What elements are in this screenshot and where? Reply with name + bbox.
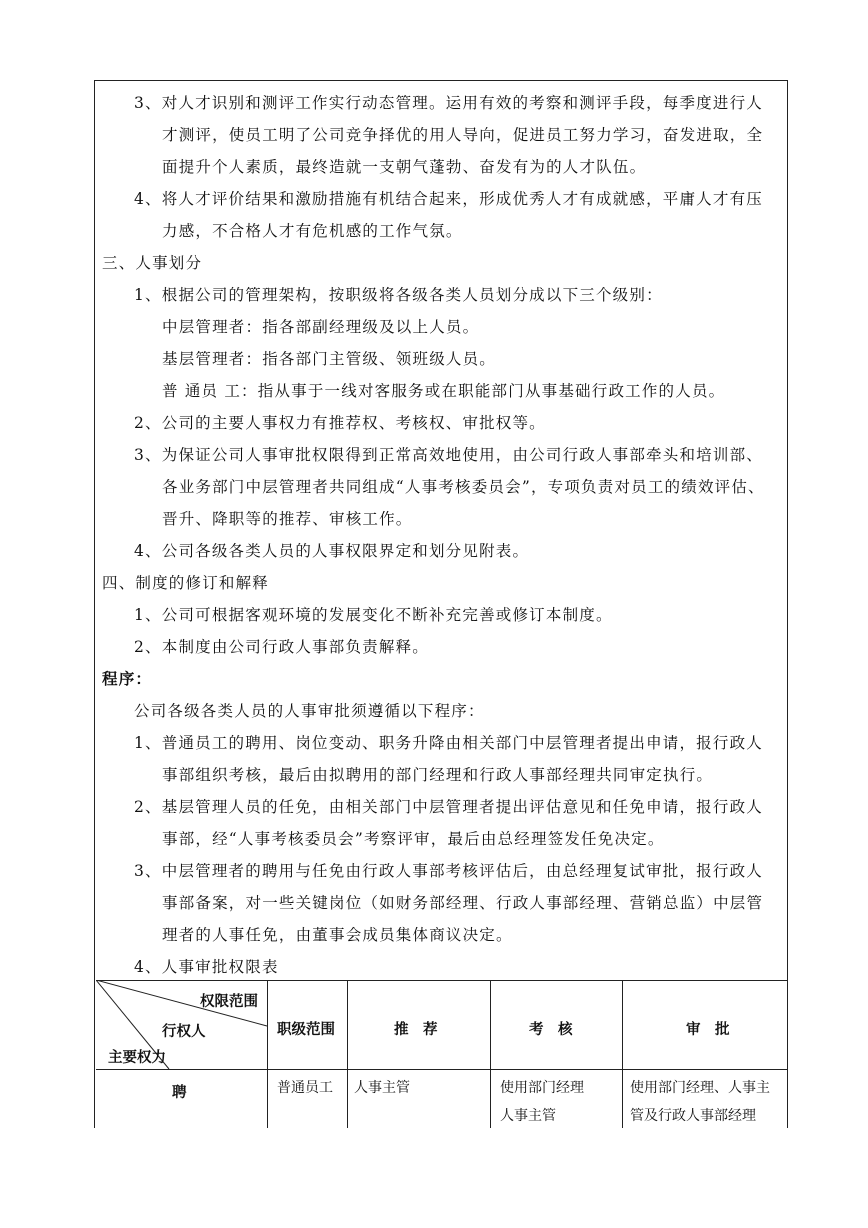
- row-assess-2: 人事主管: [500, 1108, 556, 1124]
- paragraph-4-line-2: 力感，不合格人才有危机感的工作气氛。: [162, 222, 463, 240]
- section-4-item-1: 1、公司可根据客观环境的发展变化不断补充完善或修订本制度。: [134, 606, 613, 624]
- section-3-item-1: 1、根据公司的管理架构，按职级将各级各类人员划分成以下三个级别：: [134, 286, 663, 304]
- section-3-item-3-line-1: 3、为保证公司人事审批权限得到正常高效地使用，由公司行政人事部牵头和培训部、: [134, 446, 763, 464]
- section-4-item-2: 2、本制度由公司行政人事部负责解释。: [134, 638, 429, 656]
- section-3-item-3-line-2: 各业务部门中层管理者共同组成“人事考核委员会”，专项负责对员工的绩效评估、: [162, 478, 765, 496]
- row-approve-2: 管及行政人事部经理: [630, 1108, 756, 1124]
- diag-label-scope: 权限范围: [200, 994, 258, 1010]
- section-4-heading: 四、制度的修订和解释: [102, 574, 270, 592]
- header-approve: 审 批: [686, 1022, 730, 1038]
- row-level: 普通员工: [277, 1080, 333, 1096]
- table-col-divider: [347, 980, 348, 1128]
- row-assess-1: 使用部门经理: [500, 1080, 584, 1096]
- procedure-intro: 公司各级各类人员的人事审批须遵循以下程序：: [134, 702, 485, 720]
- procedure-3-line-3: 理者的人事任免，由董事会成员集体商议决定。: [162, 926, 513, 944]
- section-3-item-2: 2、公司的主要人事权力有推荐权、考核权、审批权等。: [134, 414, 546, 432]
- section-3-heading: 三、人事划分: [102, 254, 203, 272]
- table-col-divider: [490, 980, 491, 1128]
- paragraph-3-line-3: 面提升个人素质，最终造就一支朝气蓬勃、奋发有为的人才队伍。: [162, 158, 647, 176]
- header-assess: 考 核: [529, 1022, 573, 1038]
- section-3-item-1b: 基层管理者：指各部门主管级、领班级人员。: [162, 350, 497, 368]
- paragraph-3-line-2: 才测评，使员工明了公司竞争择优的用人导向，促进员工努力学习，奋发进取，全: [162, 126, 764, 144]
- row-recommend: 人事主管: [354, 1080, 410, 1096]
- row-power: 聘: [172, 1085, 187, 1101]
- procedure-4: 4、人事审批权限表: [134, 958, 279, 976]
- approval-table: [96, 980, 788, 1128]
- section-3-item-1c: 普 通员 工：指从事于一线对客服务或在职能部门从事基础行政工作的人员。: [162, 382, 726, 400]
- section-3-item-3-line-3: 晋升、降职等的推荐、审核工作。: [162, 510, 413, 528]
- diag-label-holder: 行权人: [162, 1024, 206, 1040]
- header-level: 职级范围: [277, 1022, 335, 1038]
- section-3-item-1a: 中层管理者：指各部副经理级及以上人员。: [162, 318, 480, 336]
- paragraph-3-line-1: 3、对人才识别和测评工作实行动态管理。运用有效的考察和测评手段，每季度进行人: [134, 94, 763, 112]
- procedure-2-line-1: 2、基层管理人员的任免，由相关部门中层管理者提出评估意见和任免申请，报行政人: [134, 798, 763, 816]
- procedure-3-line-2: 事部备案，对一些关键岗位（如财务部经理、行政人事部经理、营销总监）中层管: [162, 894, 764, 912]
- section-3-item-4: 4、公司各级各类人员的人事权限界定和划分见附表。: [134, 542, 530, 560]
- diag-label-power: 主要权力: [108, 1050, 166, 1066]
- procedure-1-line-2: 事部组织考核，最后由拟聘用的部门经理和行政人事部经理共同审定执行。: [162, 766, 714, 784]
- header-recommend: 推 荐: [394, 1022, 438, 1038]
- procedure-3-line-1: 3、中层管理者的聘用与任免由行政人事部考核评估后，由总经理复试审批，报行政人: [134, 862, 763, 880]
- procedure-title: 程序：: [102, 670, 153, 688]
- paragraph-4-line-1: 4、将人才评价结果和激励措施有机结合起来，形成优秀人才有成就感，平庸人才有压: [134, 190, 763, 208]
- table-col-divider: [622, 980, 623, 1128]
- row-approve-1: 使用部门经理、人事主: [630, 1080, 770, 1096]
- procedure-1-line-1: 1、普通员工的聘用、岗位变动、职务升降由相关部门中层管理者提出申请，报行政人: [134, 734, 763, 752]
- procedure-2-line-2: 事部，经“人事考核委员会”考察评审，最后由总经理签发任免决定。: [162, 830, 665, 848]
